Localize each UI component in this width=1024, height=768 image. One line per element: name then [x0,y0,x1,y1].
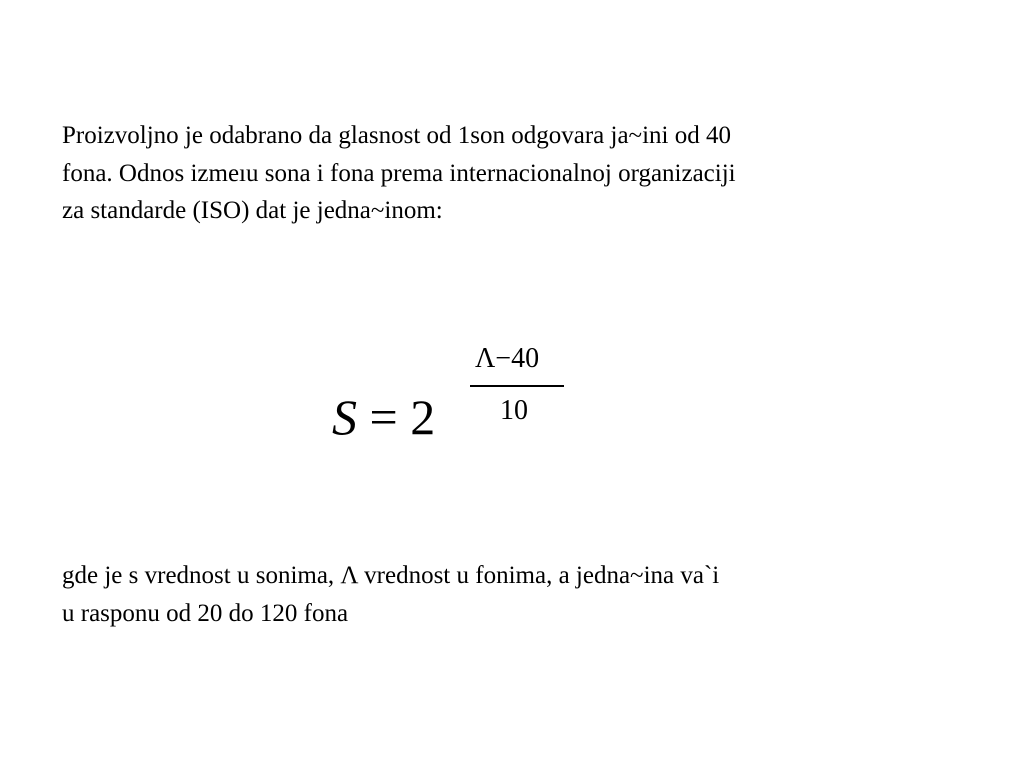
exponent-numerator: Λ−40 [475,343,540,374]
intro-paragraph [62,117,992,230]
intro-line: Proizvoljno je odabrano da glasnost od 1son odgovara ja~ini od 40 [62,122,731,149]
formula-base [332,389,436,445]
outro-line: u rasponu od 20 do 120 fona [62,599,349,627]
fraction-bar [470,385,564,387]
formula-variable: S [332,389,357,445]
exponent-denominator: 10 [500,395,528,426]
formula-equals-two: = 2 [357,389,436,445]
outro-line: gde je s vrednost u sonima, Λ vrednost u fonima, a jedna~ina va`i [62,562,720,589]
intro-line: za standarde (ISO) dat je jedna~inom: [62,197,443,224]
intro-line: fona. Odnos izmeıu sona i fona prema internacionalnoj organizaciji [62,159,736,187]
outro-paragraph [62,557,992,632]
loudness-formula [332,340,572,460]
